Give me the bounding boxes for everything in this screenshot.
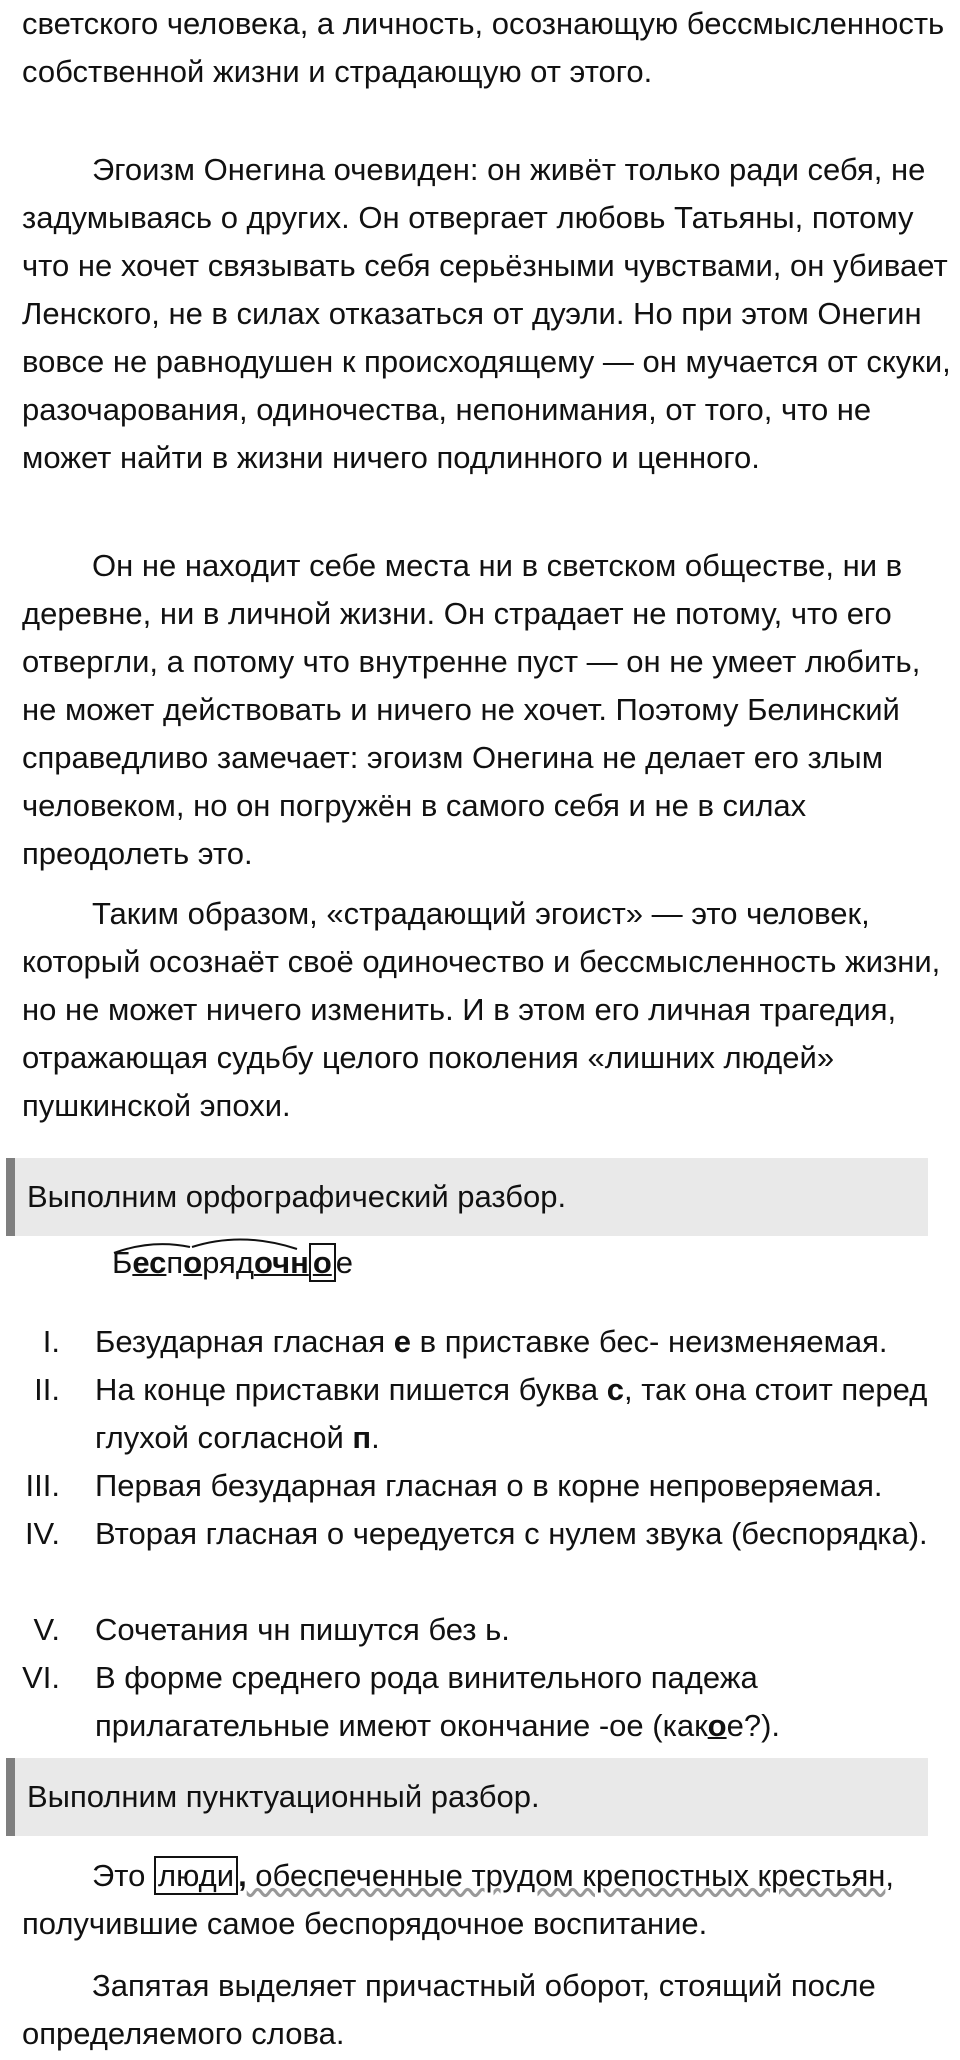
list-number: IV. (24, 1516, 60, 1551)
list-number: I. (42, 1324, 60, 1359)
paragraph-conclusion (22, 890, 957, 1130)
list-number: III. (25, 1468, 60, 1503)
list-number: V. (33, 1612, 60, 1647)
intro-paragraph: светского человека, а личность, осознающую бессмысленность собственной жизни и страдающую от этого. (22, 6, 945, 89)
section-heading-punctuation (6, 1758, 928, 1836)
paragraph-text: Он не находит себе места ни в светском обществе, ни в деревне, ни в личной жизни. Он страдает не потому, что его отвергли, а потому что внутренне пуст — он не умеет любить, не может действовать и ничего не хочет. Поэтому Белинский справедливо замечает: эгоизм Онегина не делает его злым человеком, но он погружён в самого себя и не в силах преодолеть это. (22, 548, 921, 871)
paragraph-egoism (22, 146, 957, 482)
list-text: На конце приставки пишется буква с, так она стоит перед глухой согласной п. (95, 1372, 928, 1455)
explanation-text: Запятая выделяет причастный оборот, стоящий после определяемого слова. (22, 1968, 876, 2051)
participle-phrase: обеспеченные трудом крепостных крестьян (246, 1858, 886, 1893)
list-text: В форме среднего рода винительного падежа прилагательные имеют окончание -ое (какое?). (95, 1660, 781, 1743)
section-heading-orthography (6, 1158, 928, 1236)
list-text: Сочетания чн пишутся без ь. (95, 1612, 510, 1647)
paragraph-text: Таким образом, «страдающий эгоист» — это человек, который осознаёт своё одиночество и бессмысленность жизни, но не может ничего изменить. И в этом его личная трагедия, отражающая судьбу целого поколения «лишних людей» пушкинской эпохи. (22, 896, 941, 1123)
list-text: Первая безударная гласная о в корне непроверяемая. (95, 1468, 883, 1503)
list-text: Вторая гласная о чередуется с нулем звука (беспорядка). (95, 1516, 928, 1551)
defined-word: люди (154, 1856, 238, 1895)
section-heading-text: Выполним пунктуационный разбор. (27, 1779, 540, 1814)
list-number: VI. (22, 1660, 60, 1695)
section-heading-text: Выполним орфографический разбор. (27, 1179, 567, 1214)
paragraph-text: Эгоизм Онегина очевиден: он живёт только ради себя, не задумываясь о других. Он отвергает любовь Татьяны, потому что не хочет связывать себя серьёзными чувствами, он убивает Ленского, не в силах отказаться от дуэли. Но при этом Онегин вовсе не равнодушен к происходящему — он мучается от скуки, разочарования, одиночества, непонимания, от того, что не может найти в жизни ничего подлинного и ценного. (22, 152, 951, 475)
analyzed-word: Беспорядочн о е (112, 1245, 354, 1280)
punct-explanation (22, 1962, 957, 2058)
list-number: II. (34, 1372, 60, 1407)
list-text: Безударная гласная е в приставке бес- неизменяемая. (95, 1324, 888, 1359)
paragraph-no-place (22, 542, 957, 878)
punct-sentence: Это люди , обеспеченные трудом крепостных крестьян, получившие самое беспорядочное воспитание. (22, 1858, 894, 1941)
